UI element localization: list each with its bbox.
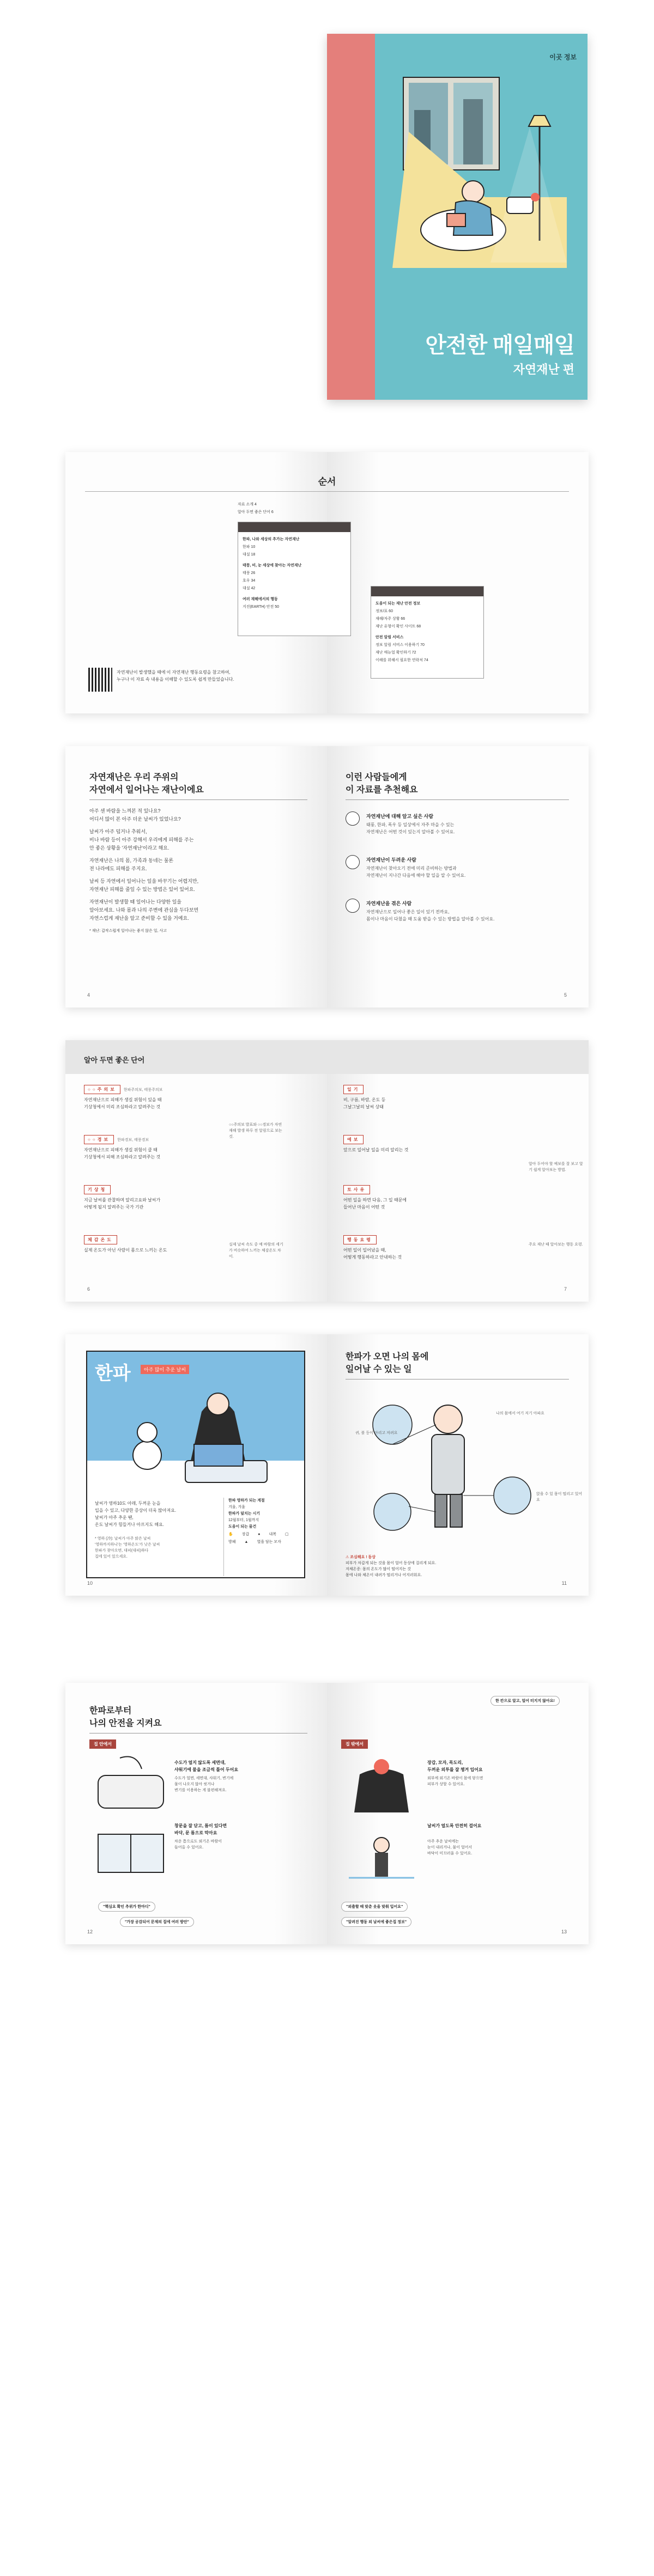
toc-entry[interactable]: 알아 두면 좋은 단어 6: [238, 510, 274, 514]
toc-entry[interactable]: 한파, 나와 세상의 추가는 자연재난: [243, 538, 300, 541]
intro-line: 자연재난이 발생할 때 일어나는 다양한 일을: [89, 899, 181, 905]
toc-intro-list: [238, 501, 274, 516]
cold-card: [86, 1351, 305, 1578]
safety-desc-line: 바닥이 미끄러울 수 있어요.: [427, 1852, 473, 1855]
intro-line: 전 나라에도 피해를 주지요.: [89, 866, 147, 871]
definition-line: 지금 날씨를 관찰하며 알리고요와 날씨가: [84, 1198, 161, 1202]
cold-note-line: * 영하 (冷): 날씨가 아주 맑은 날씨: [95, 1537, 151, 1541]
safety-desc-line: 외부에 외기온 바람이 몸에 닿으면: [427, 1777, 483, 1780]
glossary-left-page: [65, 1040, 327, 1302]
safety-desc-line: 눈이 내리거나, 물이 얼어서: [427, 1846, 473, 1849]
safety-desc-line: 물이 나오지 않아 씻거나: [174, 1783, 215, 1786]
cold-right-page: [327, 1334, 589, 1596]
page-number: 12: [87, 1929, 93, 1934]
term-definition: [84, 1096, 226, 1110]
safety-desc-line: 차운 틈으로도 외기온 바람이: [174, 1840, 222, 1844]
safety-title-line: 날씨가 얼도록 안전히 걸어요: [427, 1823, 482, 1828]
tip-bubble: "외출할 때 맞춘 옷을 맞춰 입어요": [341, 1902, 408, 1912]
callout-body: 나의 몸에서 여기 저기 아파요: [496, 1412, 544, 1415]
term-label: 토사유: [343, 1185, 370, 1194]
intro-line: 날씨 등 자연에서 일어나는 일을 바꾸기는 어렵지만,: [89, 878, 199, 884]
recommendation-desc: [366, 908, 494, 923]
recommendation-line: 자연재난이 찾아오기 전에 미리 준비하는 방법과: [366, 866, 457, 871]
glossary-spread: [65, 1040, 589, 1302]
safety-title: 한파로부터 나의 안전을 지켜요: [89, 1706, 162, 1728]
toc-entry[interactable]: 한파 10: [243, 545, 256, 549]
toc-spread: [65, 452, 589, 713]
intro-rule: [89, 799, 307, 800]
intro-right-page: [327, 746, 589, 1008]
glossary-term: [84, 1184, 226, 1211]
hat-icon: ▲: [244, 1540, 249, 1544]
definition-line: 실제 온도가 아닌 사람이 몸으로 느끼는 온도: [84, 1248, 167, 1253]
safety-item-title: [427, 1759, 558, 1773]
glossary-term: [343, 1084, 485, 1110]
glossary-heading: 알아 두면 좋은 단어: [65, 1040, 327, 1074]
toc-heading: 순서: [318, 477, 336, 487]
cover-subtitle: 자연재난 편: [513, 363, 574, 376]
toc-entry[interactable]: 안전 알림 서비스: [376, 636, 404, 639]
safety-item-desc: [174, 1775, 305, 1793]
term-label: 기상청: [84, 1185, 111, 1194]
toc-entry[interactable]: 태풍, 비, 눈 세상에 찾아는 자연재난: [243, 564, 302, 567]
safety-title-line: 창문을 잘 닫고, 틈이 있다면: [174, 1823, 227, 1828]
toc-entry[interactable]: 호우 34: [243, 579, 256, 583]
toc-box-header: [238, 522, 350, 532]
top-shout-bubble: 한 칸으로 알고, 얼어 터지지 않아요!: [491, 1696, 560, 1706]
recommendation-line: 자연재난은 어떤 것이 있는지 알아볼 수 있어요.: [366, 829, 455, 834]
cold-note-line: '영하까지하니'는 '영하온도'가 낮은 날씨: [95, 1543, 160, 1547]
definition-line: 어떻게 행동하라고 안내하는 것: [343, 1255, 402, 1260]
recommendation-desc: [366, 821, 455, 835]
glossary-term: [343, 1234, 485, 1261]
page-number: 11: [561, 1580, 567, 1586]
safety-desc-line: 수도가 얼면, 세면대, 샤워기, 변기에: [174, 1777, 234, 1780]
toc-entry[interactable]: 자료 소개 4: [238, 503, 257, 506]
toc-box-1: [238, 522, 351, 636]
term-example: 한파주의보, 태풍주의보: [123, 1088, 163, 1092]
warning-icon: ⚠ 조심해요 ! 동상: [346, 1555, 376, 1559]
toc-entry[interactable]: 정보 알림 서비스 이용하기 70: [376, 643, 425, 647]
safety-title-line: 장갑, 모자, 목도리,: [427, 1760, 463, 1765]
tip-bubble: "가장 공감되어 문제의 집에 여러 방안": [120, 1917, 194, 1927]
cover-title: 안전한 매일매일: [425, 333, 574, 357]
glossary-aside: ○○주의보 발표와 ○○경보가 자연재해 발생 하루 전 알림으로 보는 것.: [229, 1123, 282, 1139]
page-number: 10: [87, 1580, 93, 1586]
page-number: 5: [564, 992, 567, 998]
definition-line: 어떤 일을 하면 다음, 그 일 때문에: [343, 1198, 407, 1202]
safety-right-page: [327, 1683, 589, 1944]
glossary-right-page: [327, 1040, 589, 1302]
toc-entry[interactable]: 태풍 26: [243, 571, 256, 575]
toc-box-2: [371, 586, 484, 679]
intro-line: 자연재난 피해를 줄일 수 있는 방법은 있어 있어요.: [89, 887, 195, 892]
definition-line: 비, 구름, 바람, 온도 등: [343, 1097, 386, 1102]
intro-line: 안 좋은 상황을 '자연재난'이라고 해요.: [89, 845, 169, 851]
intro-title: 자연재난은 우리 주위의 자연에서 일어나는 재난이에요: [89, 773, 204, 795]
term-label: 예보: [343, 1135, 364, 1144]
cold-sidebar: 한파 영하가 되는 계절 겨울, 겨울 한파가 덮치는 시기 12월부터, 1월까지 도움이 되는 물건 ✋ 장갑 ● 내복 ▢ 방패 ▲ 열을 담는 모자: [223, 1498, 303, 1576]
term-definition: [84, 1146, 226, 1161]
safety-spread: [65, 1683, 589, 1944]
recommendation-title: 자연재난에 대해 알고 싶은 사람: [366, 814, 434, 819]
safety-desc-line: 들어올 수 있어요.: [174, 1846, 204, 1849]
glossary-term: [343, 1134, 485, 1153]
recommendation-line: 자연재난이 지나간 다음에 해야 할 일을 알 수 있어요.: [366, 873, 466, 878]
toc-entry[interactable]: 재난 유형이 확인 사이트 68: [376, 625, 421, 628]
safety-item-title: [174, 1822, 305, 1836]
safety-desc-line: 아주 추운 날씨에는: [427, 1840, 459, 1844]
cold-line: 날씨가 아주 추운 땐,: [95, 1515, 134, 1520]
recommendation-item: [346, 899, 574, 937]
cold-line: 날씨가 영하10도 아래, 두꺼운 눈을: [95, 1501, 161, 1506]
cold-line: 온도 날씨가 힘들거나 아프지도 해요.: [95, 1522, 165, 1527]
cold-note-line: 한파가 찾아오면, 대피(대피)하다: [95, 1549, 149, 1553]
term-label: ○○경보: [84, 1135, 114, 1144]
glossary-term: [343, 1184, 485, 1211]
term-definition: [343, 1096, 485, 1110]
cold-warning: ⚠ 조심해요 ! 동상 피부가 차갑게 되는 것을 몸이 얼어 동상에 걸리게 되요. 저체온증: 몸의 온도가 많이 떨어지는 것 몸에 나와 체온이 내려가 떨리거나 어지러워요.: [346, 1554, 574, 1578]
intro-line: 자연스럽게 재난을 알고 준비할 수 있을 거예요.: [89, 915, 189, 921]
intro-line: 날씨가 아주 덥거나 추워서,: [89, 829, 147, 834]
safety-desc-line: 피부가 상할 수 있어요.: [427, 1783, 465, 1786]
glossary-aside: 실제 날씨 속도 중 예 바람의 세기가 비슷하여 느끼는 체감온도 차이.: [229, 1243, 283, 1259]
term-label: ○○주의보: [84, 1085, 120, 1094]
definition-line: 자연재난으로 피해가 생길 위험이 클 때: [84, 1147, 158, 1152]
recommendation-title: 자연재난이 두려운 사람: [366, 857, 416, 863]
safety-title-line: 두꺼운 외투를 잘 챙겨 입어요: [427, 1767, 483, 1772]
glove-icon: ✋: [228, 1533, 233, 1536]
intro-line: 어디서 많이 본 아주 더운 날씨가 있었나요?: [89, 816, 181, 822]
term-definition: [84, 1247, 226, 1254]
qr-code: [88, 668, 112, 692]
term-definition: [84, 1197, 226, 1211]
person-icon: [346, 811, 360, 826]
cold-tag: 아주 많이 추운 날씨: [141, 1365, 189, 1374]
recommendation-line: 태풍, 한파, 폭우 등 일상에서 자주 마을 수 있는: [366, 822, 455, 827]
glossary-aside: 주요 재난 때 알아보는 행동 요령.: [529, 1243, 583, 1247]
recommendation-line: 자연재난으로 일어나 좋은 일이 있기 전까요,: [366, 909, 450, 914]
toc-rule: [85, 491, 569, 492]
underwear-icon: ●: [258, 1533, 261, 1536]
definition-line: 자연재난으로 피해가 생길 위험이 있을 때: [84, 1097, 162, 1102]
person-icon: [346, 899, 360, 913]
callout-ears: 귀, 볼 등이 아리고 저려요: [355, 1431, 398, 1435]
cold-items: ✋ 장갑 ● 내복 ▢ 방패 ▲ 열을 담는 모자: [228, 1531, 303, 1546]
safety-left-page: [65, 1683, 327, 1944]
safety-title-line: 수도가 얼지 않도록 세면대,: [174, 1760, 226, 1765]
definition-line: 기상청에서 미리 조심하라고 알려주는 것: [84, 1104, 161, 1109]
intro-left-page: [65, 746, 327, 1008]
toc-entry[interactable]: 도움이 되는 재난 안전 정보: [376, 602, 421, 606]
safety-item-desc: [174, 1839, 305, 1851]
toc-entry[interactable]: 대설 18: [243, 553, 256, 557]
outside-section-header: 집 밖에서: [341, 1739, 368, 1749]
definition-line: 앞으로 일어날 일을 미리 알리는 것: [343, 1147, 409, 1152]
intro-line: 아주 센 바람을 느껴본 적 있나요?: [89, 808, 161, 814]
glossary-term: [84, 1234, 226, 1254]
cold-note: [95, 1536, 220, 1560]
glossary-term: [84, 1134, 226, 1161]
term-label: 체감온도: [84, 1235, 117, 1244]
glossary-term: [84, 1084, 226, 1110]
cold-spread: [65, 1334, 589, 1596]
cold-left-page: [65, 1334, 327, 1596]
cold-title: 한파: [95, 1363, 131, 1384]
cold-note-line: 집에 있어 있으세요.: [95, 1555, 128, 1559]
recommendation-desc: [366, 865, 465, 879]
intro-footnote: * 재난: 갑작스럽게 일어나는 좋지 않은 일, 사고: [89, 929, 167, 933]
qr-description: 자연재난이 발생했을 때에 이 자연재난 행동요령을 참고하여, 누구나 이 자료 속 내용을 이해할 수 있도록 쉽게 만들었습니다.: [117, 670, 234, 682]
toc-box-header: [371, 587, 483, 596]
recommendation-item: [346, 855, 574, 893]
term-definition: [343, 1247, 485, 1261]
rec-title: 이런 사람들에게 이 자료를 추천해요: [346, 773, 418, 795]
glossary-heading-strip: [327, 1040, 589, 1074]
recommendation-title: 자연재난을 겪은 사람: [366, 901, 412, 906]
tip-bubble: "알려진 행동 외 날씨에 좋은집 정보": [341, 1917, 411, 1927]
recommendation-line: 몸이나 마음이 다쳤을 때 도움 받을 수 있는 방법을 알아볼 수 있어요.: [366, 917, 495, 921]
mask-icon: ▢: [285, 1533, 289, 1536]
term-definition: [343, 1197, 485, 1211]
recommendation-item: [346, 811, 574, 850]
page-number: 4: [87, 992, 90, 998]
page-number: 7: [564, 1286, 567, 1292]
term-label: 행동요령: [343, 1235, 377, 1244]
tip-bubble: "핵심요 확인 추위가 한마디": [98, 1902, 155, 1912]
term-label: 일기: [343, 1085, 364, 1094]
intro-body: [89, 807, 296, 923]
safety-title-line: 샤워기에 물을 조금씩 틀어 두어요: [174, 1767, 239, 1772]
toc-entry[interactable]: 재난 매뉴얼 확인하기 72: [376, 651, 416, 655]
toc-entry[interactable]: 재해/자주 상황 66: [376, 617, 405, 621]
book-cover: [327, 34, 588, 400]
callout-shiver: 앉을 수 있 몸이 떨리고 있어요: [536, 1492, 583, 1502]
body-effects-title: 한파가 오면 나의 몸에 일어날 수 있는 일: [346, 1352, 429, 1374]
safety-item-title: [427, 1822, 558, 1829]
intro-line: 비나 바람 등이 아주 강해서 우리에게 피해를 주는: [89, 837, 194, 843]
intro-spread: [65, 746, 589, 1008]
definition-line: 들어난 마음이 어떤 것: [343, 1205, 385, 1210]
safety-desc-line: 변기를 이용하는 게 불편해져요.: [174, 1788, 227, 1792]
cold-line: 입을 수 있고, 다양한 증상이 더욱 많아져요.: [95, 1508, 177, 1513]
safety-item-title: [174, 1759, 305, 1773]
intro-line: 알아보세요. 나와 몸과 나의 주변에 관심을 두다보면: [89, 907, 199, 913]
page-number: 13: [561, 1929, 567, 1934]
intro-line: 자연재난은 나의 몸, 가족과 동네는 물론: [89, 858, 174, 863]
safety-item-desc: [427, 1775, 558, 1787]
safety-item-desc: [427, 1839, 558, 1857]
term-example: 한파경보, 태풍경보: [117, 1138, 149, 1142]
rec-rule: [346, 799, 569, 800]
glossary-aside: 알아 두어야 할 예보를 잘 보고 알기 쉽게 알아보는 방법.: [529, 1162, 583, 1172]
toc-entry[interactable]: 정보/표 60: [376, 609, 393, 613]
definition-line: 기상청에서 피해 조심하라고 알려주는 것: [84, 1155, 161, 1159]
home-section-header: 집 안에서: [89, 1739, 116, 1749]
definition-line: 어떤 일이 일어났을 때,: [343, 1248, 386, 1253]
toc-entry[interactable]: 지진(EARTH) 안전 50: [243, 605, 279, 609]
toc-entry[interactable]: 여러 재해에서의 행동: [243, 597, 278, 601]
definition-line: 어떻게 될지 알려주는 국가 기관: [84, 1205, 144, 1210]
cold-description: [95, 1500, 220, 1528]
safety-title-line: 바닥, 문 틈으로 막아요: [174, 1830, 217, 1835]
page-number: 6: [87, 1286, 90, 1292]
toc-entry[interactable]: 대설 42: [243, 587, 256, 590]
toc-entry[interactable]: 이해를 위해서 필요한 연락처 74: [376, 658, 428, 662]
term-definition: [343, 1146, 485, 1153]
definition-line: 그날그날의 날씨 상태: [343, 1104, 384, 1109]
cover-publisher: 이곳 정보: [549, 53, 577, 61]
person-icon: [346, 855, 360, 869]
